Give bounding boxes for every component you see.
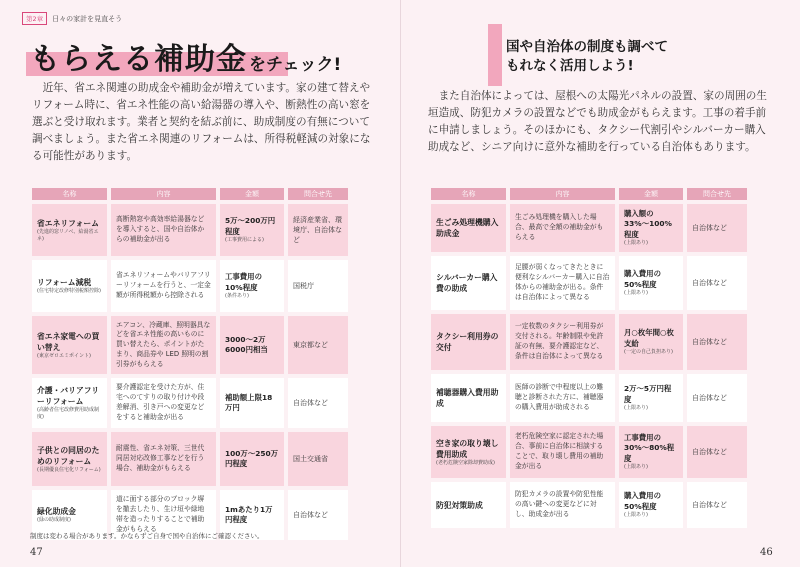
cell-contact: 自治体など	[692, 224, 727, 232]
chapter-title: 日々の家計を見直そう	[52, 14, 123, 23]
table-row	[32, 378, 348, 428]
cell-contact: 自治体など	[692, 279, 727, 287]
amount-cell	[220, 378, 284, 428]
amount-cell	[619, 482, 683, 528]
cell-name: 介護・バリアフリーリフォーム	[37, 386, 100, 406]
cell-name: 緑化助成金	[37, 507, 76, 516]
right-subsidy-table	[431, 188, 747, 532]
amount-cell	[619, 204, 683, 252]
contact-cell	[687, 204, 747, 252]
table-row	[431, 426, 747, 478]
cell-name: シルバーカー購入費の助成	[436, 273, 498, 293]
contact-cell	[687, 314, 747, 370]
cell-contact: 自治体など	[692, 501, 727, 509]
cell-name: 防犯対策助成	[436, 500, 483, 510]
heading-accent-bar	[488, 24, 502, 86]
chapter-label	[22, 12, 122, 25]
cell-content: 道に面する部分のブロック塀を撤去したり、生け垣や緑地帯を造ったりすることで補助金がもらえる	[116, 495, 205, 533]
cell-amount-note: (上限あり)	[624, 240, 648, 247]
amount-cell	[619, 426, 683, 478]
table-row	[431, 374, 747, 422]
cell-name: 補聴器購入費用助成	[436, 388, 499, 408]
cell-amount: 購入費用の50%程度	[624, 269, 661, 289]
cell-amount: 月○枚年間○枚支給	[624, 328, 674, 348]
cell-amount-note: (上限あり)	[624, 464, 648, 471]
cell-amount: 2万〜5万円程度	[624, 384, 672, 404]
name-cell	[431, 314, 506, 370]
chapter-tag: 第2章	[22, 12, 47, 25]
content-cell	[510, 482, 615, 528]
cell-name: 生ごみ処理機購入助成金	[436, 218, 499, 238]
cell-name-note: (高齢者住宅改修費用助成制度)	[37, 407, 99, 420]
cell-amount: 1mあたり1万円程度	[225, 504, 273, 524]
header-content: 内容	[111, 188, 216, 200]
cell-content: 耐震性、省エネ対策、三世代同居対応改修工事などを行う場合、補助金がもらえる	[116, 444, 205, 472]
heading-text	[506, 38, 668, 76]
cell-amount: 5万〜200万円程度	[225, 216, 276, 236]
title-sub: をチェック!	[249, 55, 342, 75]
cell-content: 要介護認定を受けた方が、住宅へのてすりの取り付けや段差解消、引き戸への変更などをすると補助金が出る	[116, 383, 205, 421]
header-amount: 金額	[220, 188, 284, 200]
name-cell	[431, 374, 506, 422]
table-row	[32, 260, 348, 312]
contact-cell	[687, 482, 747, 528]
table-header	[32, 188, 348, 200]
name-cell	[32, 204, 107, 256]
cell-content: 一定枚数のタクシー利用券が交付される。年齢制限や免許証の有無、要介護認定など、条件は自治体によって異なる	[515, 322, 604, 360]
contact-cell	[288, 316, 348, 374]
cell-contact: 経済産業省、環境庁、自治体など	[293, 216, 342, 244]
cell-amount: 購入費用の50%程度	[624, 491, 661, 511]
cell-name-note: (東京ゼロエミポイント)	[37, 352, 91, 359]
footnote: 制度は変わる場合があります。かならずご自身で国や自治体にご確認ください。	[30, 532, 264, 540]
amount-cell	[619, 314, 683, 370]
contact-cell	[288, 490, 348, 540]
cell-name: タクシー利用券の交付	[436, 332, 499, 352]
cell-content: 老朽危険空家に認定された場合、事前に自治体に相談することで、取り壊し費用の補助金が出る	[515, 432, 604, 470]
cell-content: エアコン、冷蔵庫、照明器具などを省エネ性能の高いものに買い替えたら、ポイントがたまり、商品券や LED 照明の割引券がもらえる	[116, 320, 211, 368]
amount-cell	[220, 260, 284, 312]
cell-amount-note: (上限あり)	[624, 512, 648, 518]
contact-cell	[288, 204, 348, 256]
contact-cell	[687, 374, 747, 422]
table-row	[32, 432, 348, 486]
header-name: 名称	[32, 188, 107, 200]
cell-name-note: (老朽危険空家除却費助成)	[436, 459, 495, 466]
name-cell	[32, 432, 107, 486]
cell-contact: 自治体など	[692, 338, 727, 346]
cell-contact: 自治体など	[692, 448, 727, 456]
content-cell	[510, 256, 615, 310]
cell-content: 防犯カメラの設置や防犯性能の高い鍵への変更などに対し、助成金が出る	[515, 490, 604, 518]
content-cell	[510, 374, 615, 422]
content-cell	[111, 432, 216, 486]
cell-name: 省エネ家電への買い替え	[37, 331, 100, 352]
name-cell	[431, 482, 506, 528]
name-cell	[32, 378, 107, 428]
cell-amount-note: (上限あり)	[624, 405, 648, 411]
cell-amount-note: (条件あり)	[225, 293, 249, 299]
amount-cell	[619, 374, 683, 422]
cell-name: リフォーム減税	[37, 278, 92, 287]
content-cell	[510, 204, 615, 252]
table-row	[431, 482, 747, 528]
cell-amount: 工事費用の30%〜80%程度	[624, 432, 675, 463]
heading-line-2: もれなく活用しよう!	[506, 58, 634, 74]
header-contact: 問合せ先	[288, 188, 348, 200]
contact-cell	[687, 256, 747, 310]
contact-cell	[288, 260, 348, 312]
cell-content: 高断熱窓や高効率給湯器などを導入すると、国や自治体からの補助金が出る	[116, 215, 205, 243]
table-header	[431, 188, 747, 200]
cell-name-note: (緑の助成制度)	[37, 517, 71, 523]
cell-amount-note: (上限あり)	[624, 290, 648, 296]
title-main: もらえる補助金	[30, 42, 247, 77]
cell-name: 子供との同居のためのリフォーム	[37, 445, 100, 466]
cell-amount: 工事費用の10%程度	[225, 272, 262, 292]
cell-content: 省エネリフォームやバリアフリーリフォームを行うと、一定金額が所得税額から控除される	[116, 271, 211, 299]
table-row	[32, 204, 348, 256]
amount-cell	[220, 432, 284, 486]
header-name: 名称	[431, 188, 506, 200]
page-number-right: 46	[760, 547, 773, 558]
cell-amount: 3000〜2万6000円相当	[225, 334, 268, 354]
name-cell	[32, 316, 107, 374]
cell-amount: 100万〜250万円程度	[225, 448, 279, 468]
contact-cell	[288, 432, 348, 486]
content-cell	[111, 378, 216, 428]
cell-content: 足腰が弱くなってきたときに便利なシルバーカー購入に自治体からの補助金が出る。条件は自治体によって異なる	[515, 263, 610, 301]
heading-line-1: 国や自治体の制度も調べて	[506, 39, 668, 55]
page-title	[30, 36, 341, 80]
table-row	[431, 256, 747, 310]
cell-contact: 東京都など	[293, 341, 328, 349]
name-cell	[431, 204, 506, 252]
name-cell	[431, 426, 506, 478]
table-row	[431, 314, 747, 370]
cell-amount-note: (工事費用による)	[225, 237, 264, 243]
amount-cell	[619, 256, 683, 310]
cell-amount-note: (一定の自己負担あり)	[624, 349, 673, 355]
content-cell	[111, 316, 216, 374]
cell-content: 医師の診断で中程度以上の難聴と診断された方に、補聴器の購入費用が助成される	[515, 383, 604, 411]
content-cell	[111, 260, 216, 312]
header-content: 内容	[510, 188, 615, 200]
cell-name-note: (長期優良住宅化リフォーム)	[37, 466, 101, 473]
cell-contact: 自治体など	[293, 399, 328, 407]
cell-contact: 自治体など	[293, 511, 328, 519]
cell-amount: 補助額上限18万円	[225, 392, 273, 412]
amount-cell	[220, 316, 284, 374]
cell-contact: 国税庁	[293, 282, 314, 290]
header-amount: 金額	[619, 188, 683, 200]
cell-name: 空き家の取り壊し費用助成	[436, 438, 499, 459]
cell-amount: 購入額の33%〜100%程度	[624, 208, 672, 239]
header-contact: 問合せ先	[687, 188, 747, 200]
contact-cell	[288, 378, 348, 428]
content-cell	[111, 204, 216, 256]
cell-name: 省エネリフォーム	[37, 218, 99, 228]
content-cell	[510, 426, 615, 478]
right-body-text: また自治体によっては、屋根への太陽光パネルの設置、家の周囲の生垣造成、防犯カメラの設置などでも助成金がもらえます。工事の着手前に申請しましょう。そのほかにも、タクシー代割引やシルバーカー購入助成など、シニア向けに意外な補助を行っている自治体もあります。	[428, 90, 767, 153]
name-cell	[32, 260, 107, 312]
name-cell	[431, 256, 506, 310]
left-body-text: 近年、省エネ関連の助成金や補助金が増えています。家の建て替えやリフォーム時に、省エネ性能の高い給湯器の導入や、断熱性の高い窓を選ぶと受け取れます。業者と契約を結ぶ前に、助成制度の有無について調べましょう。また省エネ関連のリフォームは、所得税軽減の対象になる可能性があります。	[32, 82, 371, 162]
contact-cell	[687, 426, 747, 478]
amount-cell	[220, 204, 284, 256]
table-row	[431, 204, 747, 252]
cell-name-note: (住宅特定改修特別税額控除)	[37, 288, 101, 294]
content-cell	[510, 314, 615, 370]
table-row	[32, 316, 348, 374]
cell-content: 生ごみ処理機を購入した場合、最高で全額の補助金がもらえる	[515, 213, 604, 241]
cell-contact: 国土交通省	[293, 455, 328, 463]
cell-name-note: (先進的窓リノベ、給湯省エネ)	[37, 228, 99, 242]
right-heading	[488, 24, 668, 86]
cell-contact: 自治体など	[692, 394, 727, 402]
page-number-left: 47	[30, 547, 43, 558]
left-subsidy-table	[32, 188, 348, 544]
